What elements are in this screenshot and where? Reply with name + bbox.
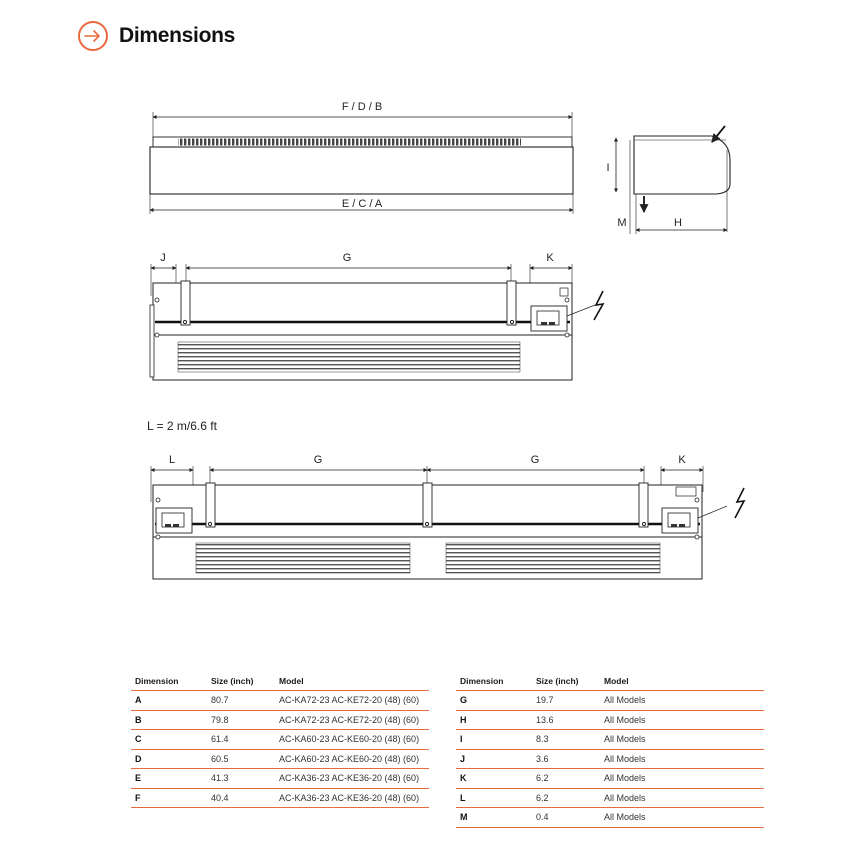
table-row: D 60.5 AC-KA60-23 AC-KE60-20 (48) (60)	[131, 749, 429, 769]
dimensions-table-left	[131, 671, 429, 808]
table-row: K 6.2 All Models	[456, 769, 764, 789]
left-length-label: L	[168, 454, 176, 466]
col-header-model: Model	[279, 675, 304, 686]
height-label: I	[606, 162, 610, 174]
table-row: L 6.2 All Models	[456, 788, 764, 808]
dimensions-table-right	[456, 671, 764, 828]
table-row: M 0.4 All Models	[456, 808, 764, 828]
table-row: H 13.6 All Models	[456, 710, 764, 730]
long-unit-front-view	[151, 454, 744, 579]
bracket-spacing-label-2: G	[530, 454, 540, 466]
col-header-size: Size (inch)	[211, 675, 254, 686]
table-header-row	[456, 671, 764, 691]
page-title: Dimensions	[119, 24, 236, 47]
table-row: I 8.3 All Models	[456, 730, 764, 750]
length-note: L = 2 m/6.6 ft	[147, 419, 217, 433]
top-view-drawing	[150, 101, 573, 214]
col-header-dimension: Dimension	[460, 675, 504, 686]
left-offset-label: J	[160, 252, 166, 264]
mount-gap-label: M	[617, 217, 627, 229]
table-row: F 40.4 AC-KA36-23 AC-KE36-20 (48) (60)	[131, 788, 429, 808]
short-unit-front-view	[150, 252, 603, 380]
top-width-label: F / D / B	[341, 101, 383, 113]
table-row: B 79.8 AC-KA72-23 AC-KE72-20 (48) (60)	[131, 710, 429, 730]
bottom-width-label: E / C / A	[341, 198, 383, 210]
table-row: E 41.3 AC-KA36-23 AC-KE36-20 (48) (60)	[131, 769, 429, 789]
col-header-size: Size (inch)	[536, 675, 579, 686]
bracket-spacing-label-1: G	[313, 454, 323, 466]
right-offset-label: K	[546, 252, 554, 264]
power-bolt-icon-2	[735, 488, 744, 518]
table-row: J 3.6 All Models	[456, 749, 764, 769]
bracket-spacing-label: G	[342, 252, 352, 264]
table-row: G 19.7 All Models	[456, 691, 764, 711]
table-row: A 80.7 AC-KA72-23 AC-KE72-20 (48) (60)	[131, 691, 429, 711]
power-bolt-icon	[594, 291, 603, 320]
side-view-drawing	[606, 126, 730, 234]
depth-width-label: H	[674, 217, 682, 229]
table-row: C 61.4 AC-KA60-23 AC-KE60-20 (48) (60)	[131, 730, 429, 750]
col-header-dimension: Dimension	[135, 675, 179, 686]
table-header-row	[131, 671, 429, 691]
right-length-label: K	[678, 454, 686, 466]
col-header-model: Model	[604, 675, 629, 686]
